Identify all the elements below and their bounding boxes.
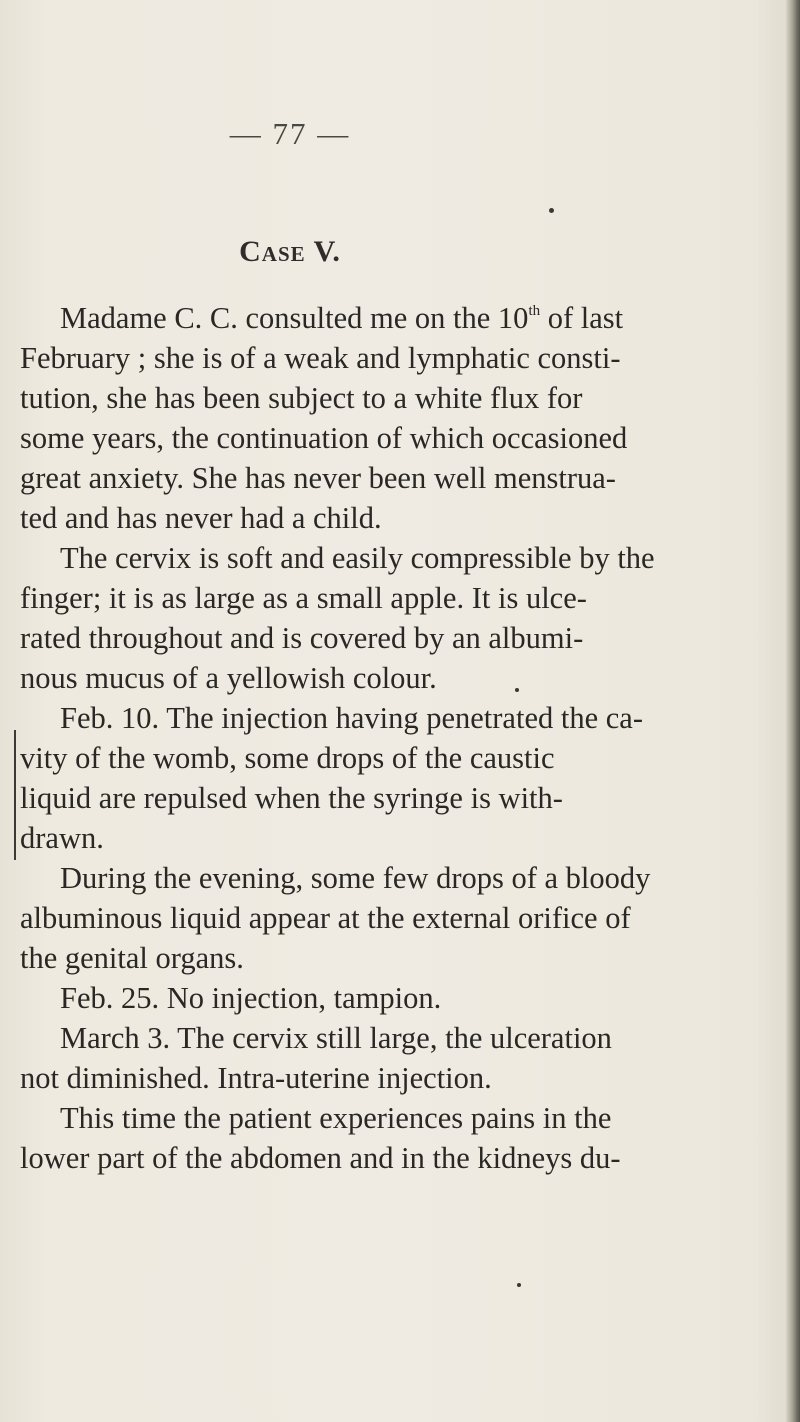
text-line-content: March 3. The cervix still large, the ulceration	[60, 1021, 612, 1055]
text-line	[20, 498, 760, 538]
text-line	[20, 978, 760, 1018]
text-line	[20, 338, 760, 378]
case-heading: Case V.	[239, 235, 341, 268]
text-line-continuation: of last	[540, 301, 624, 335]
text-line-content: albuminous liquid appear at the external orifice of	[20, 901, 631, 935]
text-line	[20, 418, 760, 458]
body-text	[20, 298, 760, 1178]
text-line-content: Feb. 25. No injection, tampion.	[60, 981, 442, 1015]
text-line-content: The cervix is soft and easily compressible by the	[60, 541, 655, 575]
text-line	[20, 818, 760, 858]
page-number: — 77 —	[229, 116, 351, 151]
text-line	[20, 898, 760, 938]
text-line-content: lower part of the abdomen and in the kidneys du-	[20, 1141, 621, 1175]
text-line	[20, 298, 760, 338]
ink-speck	[517, 1283, 521, 1287]
page-edge-shadow	[786, 0, 800, 1422]
text-line	[20, 698, 760, 738]
ordinal-superscript: th	[528, 303, 541, 319]
text-line	[20, 738, 760, 778]
text-line	[20, 1098, 760, 1138]
text-line-content: This time the patient experiences pains in the	[60, 1101, 612, 1135]
text-line	[20, 1058, 760, 1098]
text-line-content: nous mucus of a yellowish colour.	[20, 661, 437, 695]
text-line-content: Feb. 10. The injection having penetrated the ca-	[60, 701, 643, 735]
text-line	[20, 658, 760, 698]
text-line-content: some years, the continuation of which occasioned	[20, 421, 628, 455]
text-line-content: vity of the womb, some drops of the caustic	[20, 741, 555, 775]
text-line-content: ted and has never had a child.	[20, 501, 382, 535]
text-line	[20, 378, 760, 418]
text-line	[20, 458, 760, 498]
text-line-content: rated throughout and is covered by an albumi-	[20, 621, 584, 655]
text-line	[20, 1018, 760, 1058]
text-line	[20, 858, 760, 898]
text-line-content: February ; she is of a weak and lymphatic consti-	[20, 341, 621, 375]
text-line-content: not diminished. Intra-uterine injection.	[20, 1061, 492, 1095]
text-line	[20, 538, 760, 578]
text-line-content: tution, she has been subject to a white flux for	[20, 381, 583, 415]
text-line-content: Madame C. C. consulted me on the 10	[60, 301, 529, 335]
ink-speck	[549, 208, 554, 213]
text-line	[20, 1138, 760, 1178]
text-line	[20, 778, 760, 818]
text-line-content: During the evening, some few drops of a bloody	[60, 861, 651, 895]
text-line	[20, 938, 760, 978]
text-line-content: liquid are repulsed when the syringe is with-	[20, 781, 563, 815]
text-line-content: finger; it is as large as a small apple. It is ulce-	[20, 581, 587, 615]
text-line	[20, 618, 760, 658]
text-line-content: great anxiety. She has never been well menstrua-	[20, 461, 616, 495]
text-line-content: drawn.	[20, 821, 104, 855]
text-line-content: the genital organs.	[20, 941, 244, 975]
text-line	[20, 578, 760, 618]
margin-ink-mark	[14, 730, 16, 860]
